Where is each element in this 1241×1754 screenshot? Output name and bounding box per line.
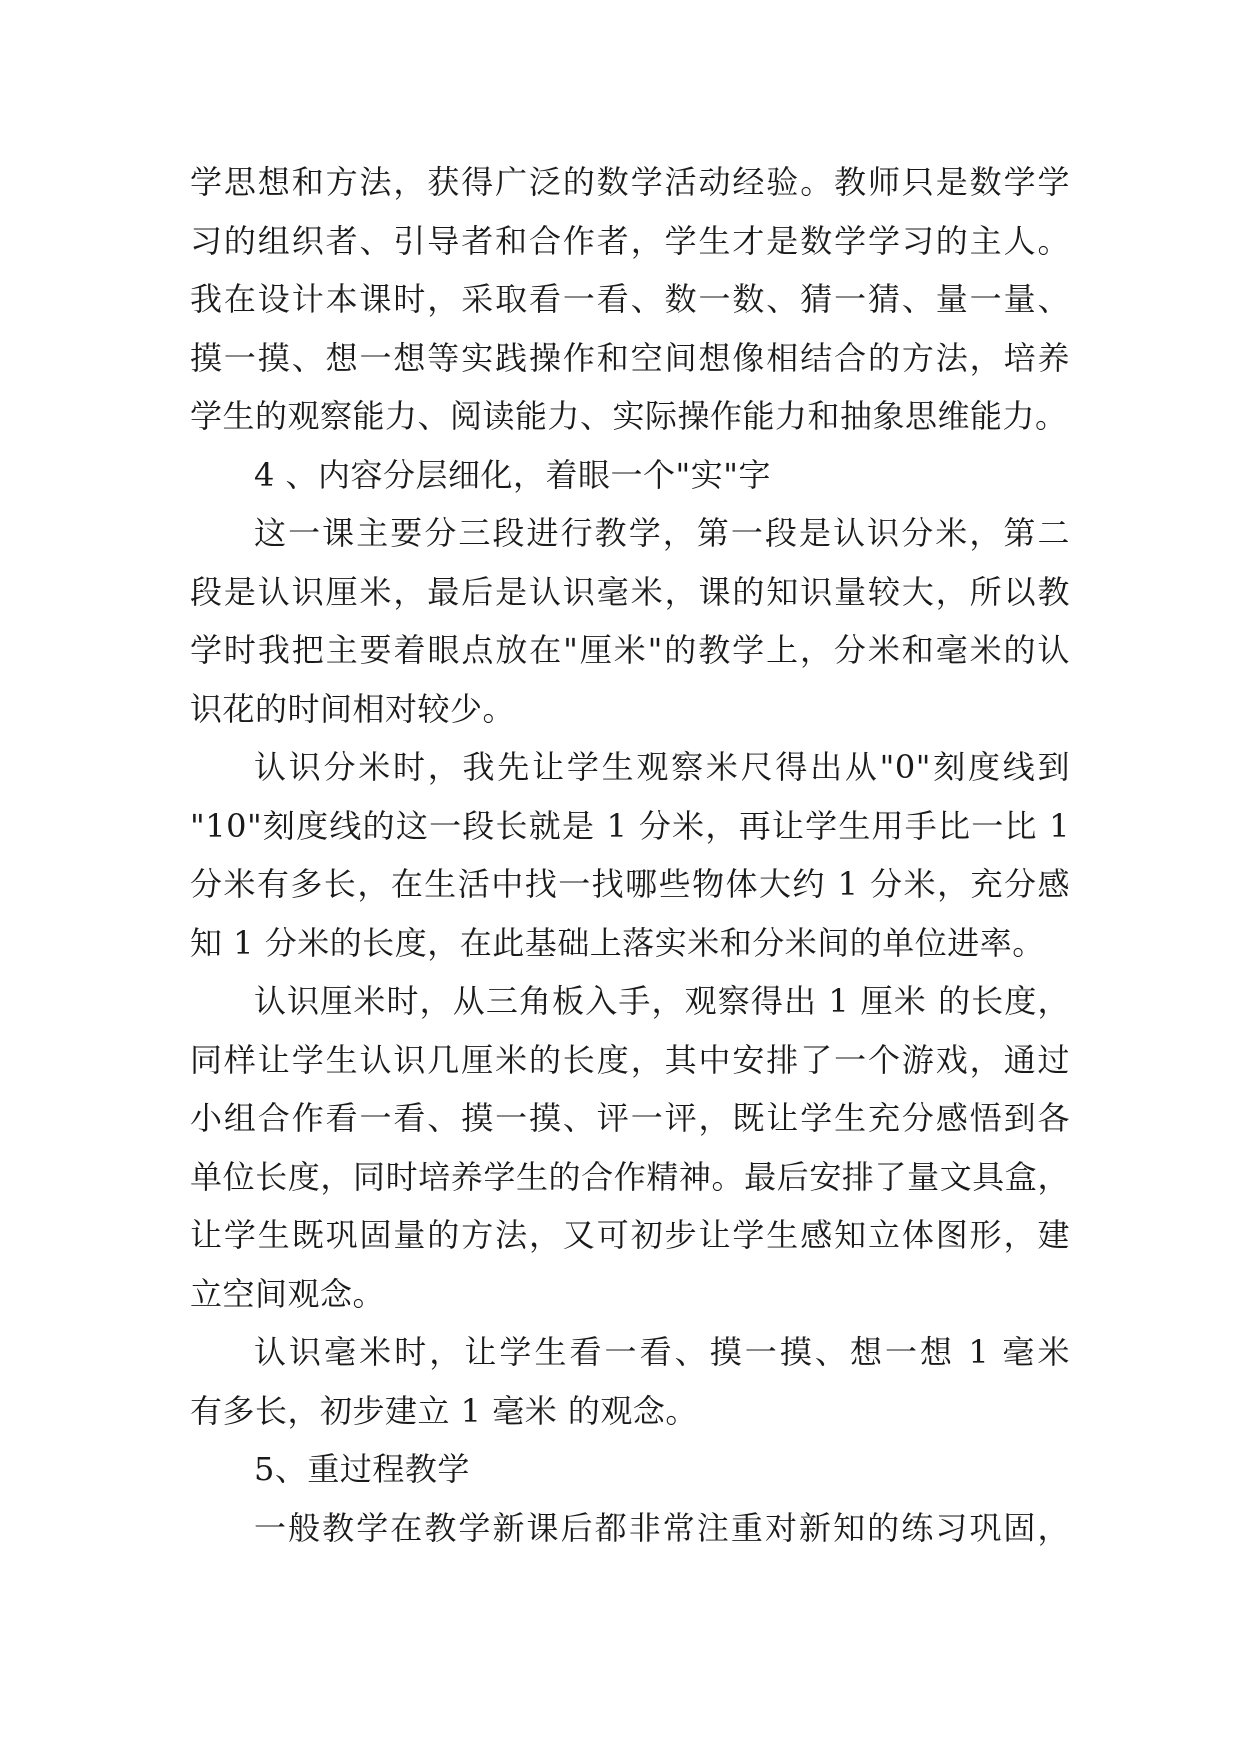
section-heading: 4 、内容分层细化，着眼一个"实"字 bbox=[254, 455, 771, 494]
text-line: 一般教学在教学新课后都非常注重对新知的练习巩固， bbox=[254, 1508, 1070, 1547]
text-line: 摸一摸、想一想等实践操作和空间想像相结合的方法，培养 bbox=[190, 338, 1070, 377]
text-line: 有多长，初步建立 1 毫米 的观念。 bbox=[190, 1391, 698, 1430]
text-line: 识花的时间相对较少。 bbox=[190, 689, 516, 728]
text-line: 认识分米时，我先让学生观察米尺得出从"0"刻度线到 bbox=[254, 748, 1070, 786]
body-text bbox=[190, 153, 1070, 1557]
text-line: 这一课主要分三段进行教学，第一段是认识分米，第二 bbox=[254, 514, 1070, 552]
text-line: 同样让学生认识几厘米的长度，其中安排了一个游戏，通过 bbox=[190, 1040, 1070, 1079]
text-line: 认识厘米时，从三角板入手，观察得出 1 厘米 的长度， bbox=[254, 982, 1070, 1020]
text-line: 学时我把主要着眼点放在"厘米"的教学上，分米和毫米的认 bbox=[190, 631, 1070, 669]
text-line: 习的组织者、引导者和合作者，学生才是数学学习的主人。 bbox=[190, 221, 1070, 260]
text-line: "10"刻度线的这一段长就是 1 分米，再让学生用手比一比 1 bbox=[190, 806, 1070, 845]
text-line: 知 1 分米的长度，在此基础上落实米和分米间的单位进率。 bbox=[190, 923, 1045, 962]
text-line: 认识毫米时，让学生看一看、摸一摸、想一想 1 毫米 bbox=[254, 1333, 1070, 1371]
text-line: 分米有多长，在生活中找一找哪些物体大约 1 分米，充分感 bbox=[190, 865, 1070, 903]
text-line: 单位长度，同时培养学生的合作精神。最后安排了量文具盒， bbox=[190, 1157, 1070, 1196]
text-line: 立空间观念。 bbox=[190, 1274, 386, 1313]
text-line: 我在设计本课时，采取看一看、数一数、猜一猜、量一量、 bbox=[190, 280, 1070, 318]
section-heading: 5、重过程教学 bbox=[254, 1450, 470, 1488]
text-line: 学思想和方法，获得广泛的数学活动经验。教师只是数学学 bbox=[190, 163, 1070, 201]
text-line: 让学生既巩固量的方法，又可初步让学生感知立体图形，建 bbox=[190, 1216, 1070, 1254]
text-line: 学生的观察能力、阅读能力、实际操作能力和抽象思维能力。 bbox=[190, 397, 1068, 435]
text-line: 小组合作看一看、摸一摸、评一评，既让学生充分感悟到各 bbox=[190, 1099, 1070, 1137]
text-line: 段是认识厘米，最后是认识毫米，课的知识量较大，所以教 bbox=[190, 572, 1070, 611]
